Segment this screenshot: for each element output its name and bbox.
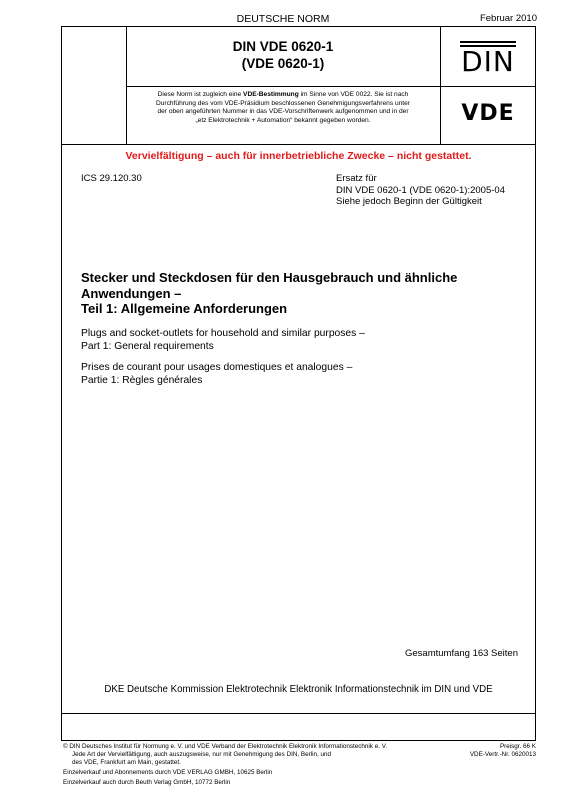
replacement-info: Ersatz für DIN VDE 0620-1 (VDE 0620-1):2005-04 Siehe jedoch Beginn der Gültigkeit [336, 173, 505, 207]
title-french: Prises de courant pour usages domestiques et analogues – Partie 1: Règles générales [81, 362, 353, 386]
price-info [470, 743, 536, 759]
price-group: Preisgr. 66 K [499, 743, 536, 750]
publication-date: Februar 2010 [479, 13, 537, 24]
sales-info: Einzelverkauf und Abonnements durch VDE VERLAG GMBH, 10625 Berlin Einzelverkauf auch durch Beuth Verlag GmbH, 10772 Berlin [63, 769, 273, 786]
din-logo [460, 41, 516, 79]
title-german: Stecker und Steckdosen für den Hausgebrauch und ähnliche Anwendungen – Teil 1: Allgemeine Anforderungen [81, 270, 458, 316]
frame-divider [61, 144, 536, 145]
document-number-block [126, 38, 440, 72]
total-pages: Gesamtumfang 163 Seiten [404, 648, 518, 659]
copyright-notice: © DIN Deutsches Institut für Normung e. V. und VDE Verband der Elektrotechnik Elektronik Informationstechnik e. V. Jede Art der Vervielfältigung, auch auszugsweise, nur mit Genehmigung des DIN, Berlin, und des VDE, Frankfurt am Main, gestattet. [63, 743, 388, 766]
reproduction-warning: Vervielfältigung – auch für innerbetriebliche Zwecke – nicht gestattet. [125, 150, 472, 162]
frame-divider [61, 713, 536, 714]
order-number: VDE-Vertr.-Nr. 0620013 [469, 751, 536, 758]
title-english: Plugs and socket-outlets for household and similar purposes – Part 1: General requirements [81, 328, 365, 352]
frame-divider [440, 26, 441, 144]
frame-divider [126, 86, 536, 87]
vde-notice: Diese Norm ist zugleich eine VDE-Bestimmung im Sinne von VDE 0022. Sie ist nach Durchführung des vom VDE-Präsidium beschlossenen Genehmigungsverfahrens unter der oben angeführten Nummer in das VDE-Vorschriftenwerk aufgenommen und in der „etz Elektrotechnik + Automation“ bekannt gegeben worden. [156, 91, 410, 124]
din-logo-text: DIN [461, 45, 515, 78]
dke-line: DKE Deutsche Kommission Elektrotechnik Elektronik Informationstechnik im DIN und VDE [104, 684, 493, 695]
norm-type: DEUTSCHE NORM [236, 13, 330, 25]
document-number: DIN VDE 0620-1 [232, 39, 334, 54]
ics-code: ICS 29.120.30 [81, 173, 142, 184]
vde-logo: VDE [461, 101, 515, 126]
vde-number: (VDE 0620-1) [241, 56, 325, 71]
